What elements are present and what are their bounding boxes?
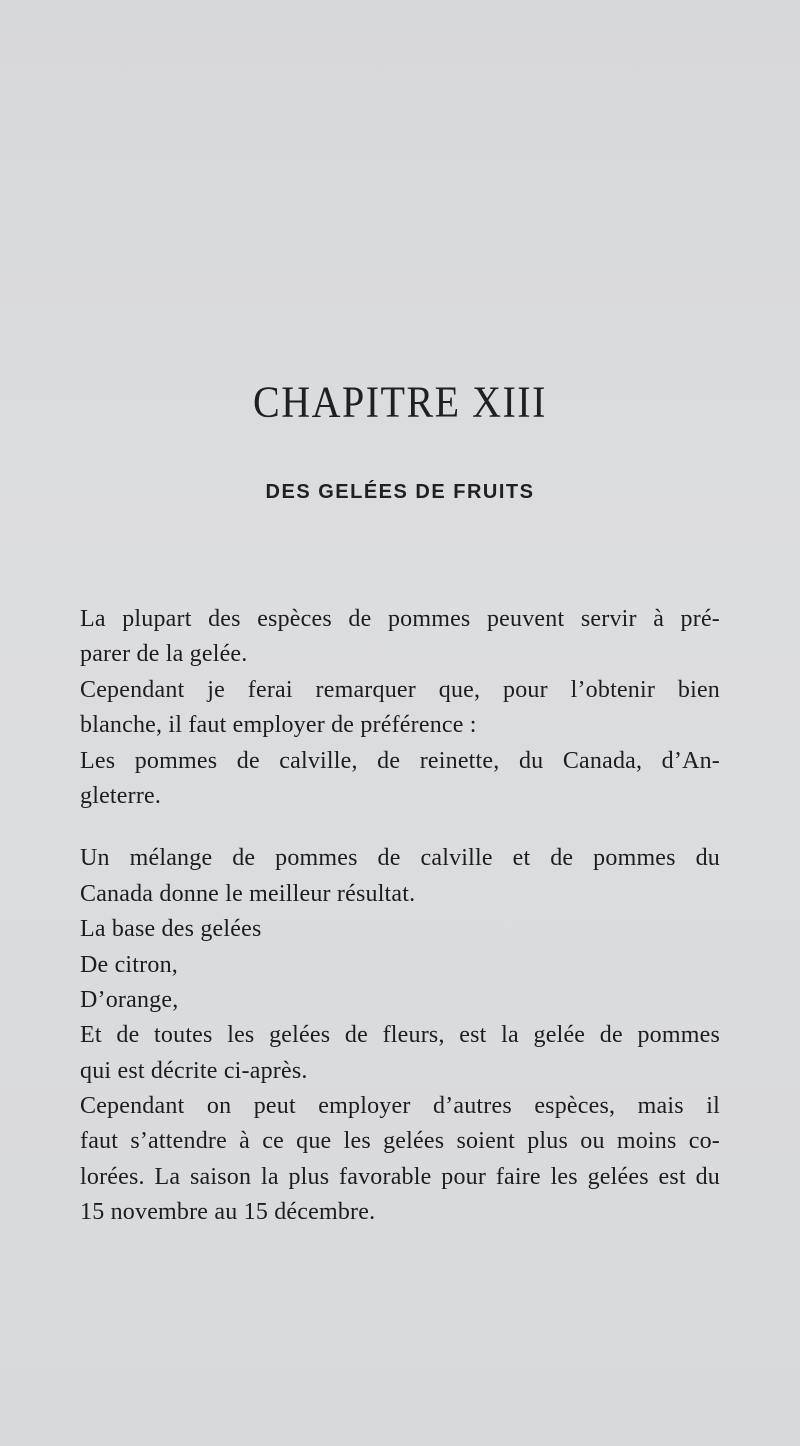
paragraph-gap	[80, 814, 720, 841]
text-line: La base des gelées	[80, 916, 262, 943]
text-line: 15 novembre au 15 décembre.	[80, 1199, 376, 1226]
chapter-subtitle: DES GELÉES DE FRUITS	[265, 481, 535, 503]
text-line: faut s’attendre à ce que les gelées soient plus ou moins co-	[80, 1128, 720, 1155]
text-line: Et de toutes les gelées de fleurs, est la gelée de pommes	[80, 1022, 720, 1049]
text-line: La plupart des espèces de pommes peuvent servir à pré-	[80, 606, 720, 632]
text-line: Un mélange de pommes de calville et de pommes du	[80, 845, 720, 872]
text-line: Cependant on peut employer d’autres espèces, mais il	[80, 1093, 720, 1120]
text-line: qui est décrite ci-après.	[80, 1057, 308, 1084]
text-line: parer de la gelée.	[80, 641, 248, 668]
text-line: Canada donne le meilleur résultat.	[80, 880, 416, 907]
text-line: blanche, il faut employer de préférence :	[80, 712, 477, 739]
text-line: gleterre.	[80, 782, 162, 809]
text-line: D’orange,	[80, 986, 179, 1013]
text-line: De citron,	[80, 951, 178, 978]
chapter-title: CHAPITRE XIII	[253, 376, 547, 427]
text-line: Cependant je ferai remarquer que, pour l’obtenir bien	[80, 676, 720, 703]
text-line: lorées. La saison la plus favorable pour faire les gelées est du	[80, 1163, 720, 1190]
body-text	[80, 602, 720, 1231]
text-line: Les pommes de calville, de reinette, du Canada, d’An-	[80, 747, 720, 774]
